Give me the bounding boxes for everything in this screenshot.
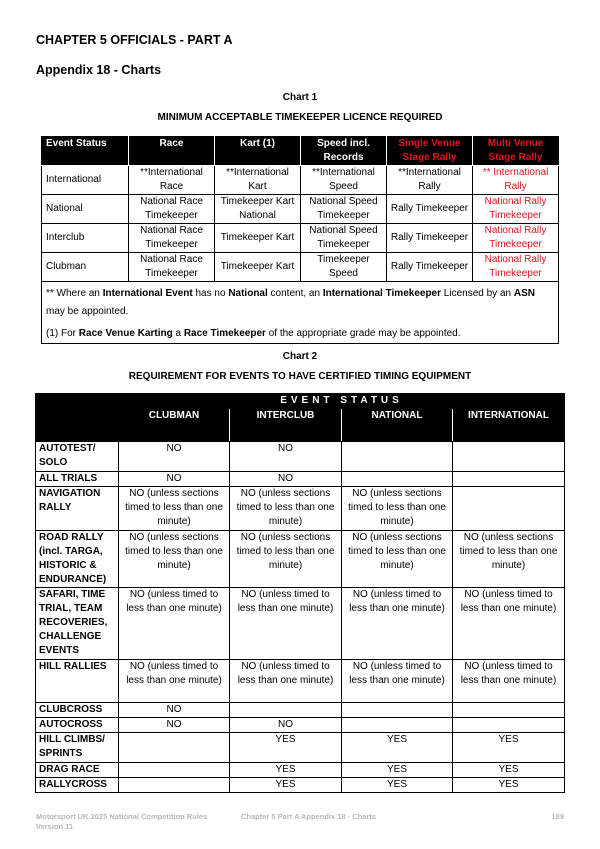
table-cell xyxy=(119,733,230,763)
column-header: Kart (1) xyxy=(215,137,301,166)
table-cell: NO xyxy=(230,472,342,487)
chart2-label: Chart 2 xyxy=(282,351,318,362)
row-label: Clubman xyxy=(42,253,129,282)
table-cell: **International Race xyxy=(129,166,215,195)
table-row xyxy=(42,253,559,282)
footer-left xyxy=(36,812,207,832)
table-cell: National Race Timekeeper xyxy=(129,224,215,253)
table-cell xyxy=(230,703,342,718)
table-cell xyxy=(453,472,565,487)
table-cell: Rally Timekeeper xyxy=(387,253,473,282)
table-cell: NO xyxy=(230,442,342,472)
table-cell: YES xyxy=(342,733,453,763)
table-cell xyxy=(453,487,565,531)
row-label: Interclub xyxy=(42,224,129,253)
row-label: NAVIGATION RALLY xyxy=(36,487,119,531)
row-label: HILL RALLIES xyxy=(36,660,119,703)
timing-equipment-table xyxy=(35,393,565,793)
table-cell: NO (unless timed to less than one minute) xyxy=(342,660,453,703)
appendix-title: Appendix 18 - Charts xyxy=(36,63,162,77)
column-header: Speed incl. Records xyxy=(301,137,387,166)
table-row xyxy=(36,531,565,588)
table-row xyxy=(36,763,565,778)
table-cell: YES xyxy=(230,733,342,763)
table-cell xyxy=(453,703,565,718)
table-cell: National Speed Timekeeper xyxy=(301,195,387,224)
chart1-label: Chart 1 xyxy=(282,92,318,103)
table-cell: NO (unless timed to less than one minute) xyxy=(230,588,342,660)
row-label: RALLYCROSS xyxy=(36,778,119,793)
table-cell: YES xyxy=(342,778,453,793)
table-cell: Rally Timekeeper xyxy=(387,224,473,253)
table-cell: National Speed Timekeeper xyxy=(301,224,387,253)
table-cell: Timekeeper Speed xyxy=(301,253,387,282)
chart1-title: MINIMUM ACCEPTABLE TIMEKEEPER LICENCE REQUIRED xyxy=(157,112,443,123)
row-label: ALL TRIALS xyxy=(36,472,119,487)
table-cell: YES xyxy=(453,733,565,763)
row-label: SAFARI, TIME TRIAL, TEAM RECOVERIES, CHALLENGE EVENTS xyxy=(36,588,119,660)
table-cell: NO (unless timed to less than one minute) xyxy=(342,588,453,660)
table-cell: National Rally Timekeeper xyxy=(473,253,559,282)
table-cell: Timekeeper Kart xyxy=(215,224,301,253)
table-cell: Timekeeper Kart National xyxy=(215,195,301,224)
table-row xyxy=(36,733,565,763)
table-cell xyxy=(453,442,565,472)
table-cell xyxy=(119,763,230,778)
table-row xyxy=(42,195,559,224)
table-row xyxy=(36,442,565,472)
column-header: INTERCLUB xyxy=(230,409,342,442)
table-cell: NO (unless sections timed to less than one minute) xyxy=(453,531,565,588)
table-cell xyxy=(453,718,565,733)
table-header-row xyxy=(42,137,559,166)
table-cell: NO (unless sections timed to less than one minute) xyxy=(342,487,453,531)
table-cell: **International Kart xyxy=(215,166,301,195)
note-karting: (1) For Race Venue Karting a Race Timekeeper of the appropriate grade may be appointed. xyxy=(46,328,461,339)
column-header: INTERNATIONAL xyxy=(453,409,565,442)
note-international: ** Where an International Event has no National content, an International Timekeeper Licensed by an ASN may be appointed. xyxy=(46,288,535,317)
table-cell: YES xyxy=(453,763,565,778)
row-label: National xyxy=(42,195,129,224)
column-header: Multi Venue Stage Rally xyxy=(473,137,559,166)
event-status-row xyxy=(36,394,565,409)
table-row xyxy=(36,718,565,733)
table-cell: NO (unless timed to less than one minute) xyxy=(453,588,565,660)
table-cell xyxy=(342,472,453,487)
row-label: CLUBCROSS xyxy=(36,703,119,718)
table-notes xyxy=(42,282,559,344)
row-label: AUTOCROSS xyxy=(36,718,119,733)
table-cell: YES xyxy=(342,763,453,778)
column-header: Event Status xyxy=(42,137,129,166)
table-cell: NO (unless sections timed to less than one minute) xyxy=(230,531,342,588)
table-cell xyxy=(342,718,453,733)
footer-center: Chapter 5 Part A Appendix 18 - Charts xyxy=(241,812,377,821)
table-row xyxy=(42,224,559,253)
timekeeper-licence-table xyxy=(41,136,559,344)
corner-cell xyxy=(36,394,119,442)
table-cell: NO xyxy=(119,442,230,472)
table-cell: NO xyxy=(119,718,230,733)
table-note-row xyxy=(42,282,559,344)
table-cell: ** International Rally xyxy=(473,166,559,195)
table-cell: **International Speed xyxy=(301,166,387,195)
table-cell xyxy=(342,442,453,472)
table-cell: NO (unless sections timed to less than one minute) xyxy=(119,487,230,531)
chart2-title: REQUIREMENT FOR EVENTS TO HAVE CERTIFIED TIMING EQUIPMENT xyxy=(128,371,472,382)
event-status-header: EVENT STATUS xyxy=(119,394,565,409)
table-row xyxy=(42,166,559,195)
column-header: CLUBMAN xyxy=(119,409,230,442)
table-cell: Rally Timekeeper xyxy=(387,195,473,224)
table-cell: NO xyxy=(119,703,230,718)
table-row xyxy=(36,778,565,793)
table-cell: NO (unless sections timed to less than one minute) xyxy=(119,531,230,588)
row-label: HILL CLIMBS/ SPRINTS xyxy=(36,733,119,763)
column-header: NATIONAL xyxy=(342,409,453,442)
row-label: AUTOTEST/ SOLO xyxy=(36,442,119,472)
page-number: 189 xyxy=(551,812,564,821)
column-header: Single Venue Stage Rally xyxy=(387,137,473,166)
table-cell: YES xyxy=(230,763,342,778)
footer-rules-title: Motorsport UK 2025 National Competition Rules xyxy=(36,812,208,821)
table-cell: **International Rally xyxy=(387,166,473,195)
table-row xyxy=(36,660,565,703)
footer-version: Version 11 xyxy=(36,822,74,831)
table-cell: Timekeeper Kart xyxy=(215,253,301,282)
table-cell: NO (unless timed to less than one minute) xyxy=(119,588,230,660)
table-cell: National Rally Timekeeper xyxy=(473,224,559,253)
table-row xyxy=(36,703,565,718)
table-cell: NO xyxy=(230,718,342,733)
table-row xyxy=(36,487,565,531)
table-cell: NO (unless timed to less than one minute) xyxy=(119,660,230,703)
row-label: DRAG RACE xyxy=(36,763,119,778)
table-row xyxy=(36,588,565,660)
table-cell: National Race Timekeeper xyxy=(129,195,215,224)
table-cell: National Race Timekeeper xyxy=(129,253,215,282)
table-cell: NO (unless timed to less than one minute) xyxy=(453,660,565,703)
table-cell: National Rally Timekeeper xyxy=(473,195,559,224)
row-label: International xyxy=(42,166,129,195)
table-cell: NO xyxy=(119,472,230,487)
table-cell: YES xyxy=(230,778,342,793)
chapter-title: CHAPTER 5 OFFICIALS - PART A xyxy=(36,33,233,47)
table-cell: NO (unless timed to less than one minute) xyxy=(230,660,342,703)
table-cell xyxy=(119,778,230,793)
table-cell xyxy=(342,703,453,718)
row-label: ROAD RALLY (incl. TARGA, HISTORIC & ENDURANCE) xyxy=(36,531,119,588)
table-cell: NO (unless sections timed to less than one minute) xyxy=(230,487,342,531)
table-cell: NO (unless sections timed to less than one minute) xyxy=(342,531,453,588)
table-row xyxy=(36,472,565,487)
table-cell: YES xyxy=(453,778,565,793)
column-header: Race xyxy=(129,137,215,166)
